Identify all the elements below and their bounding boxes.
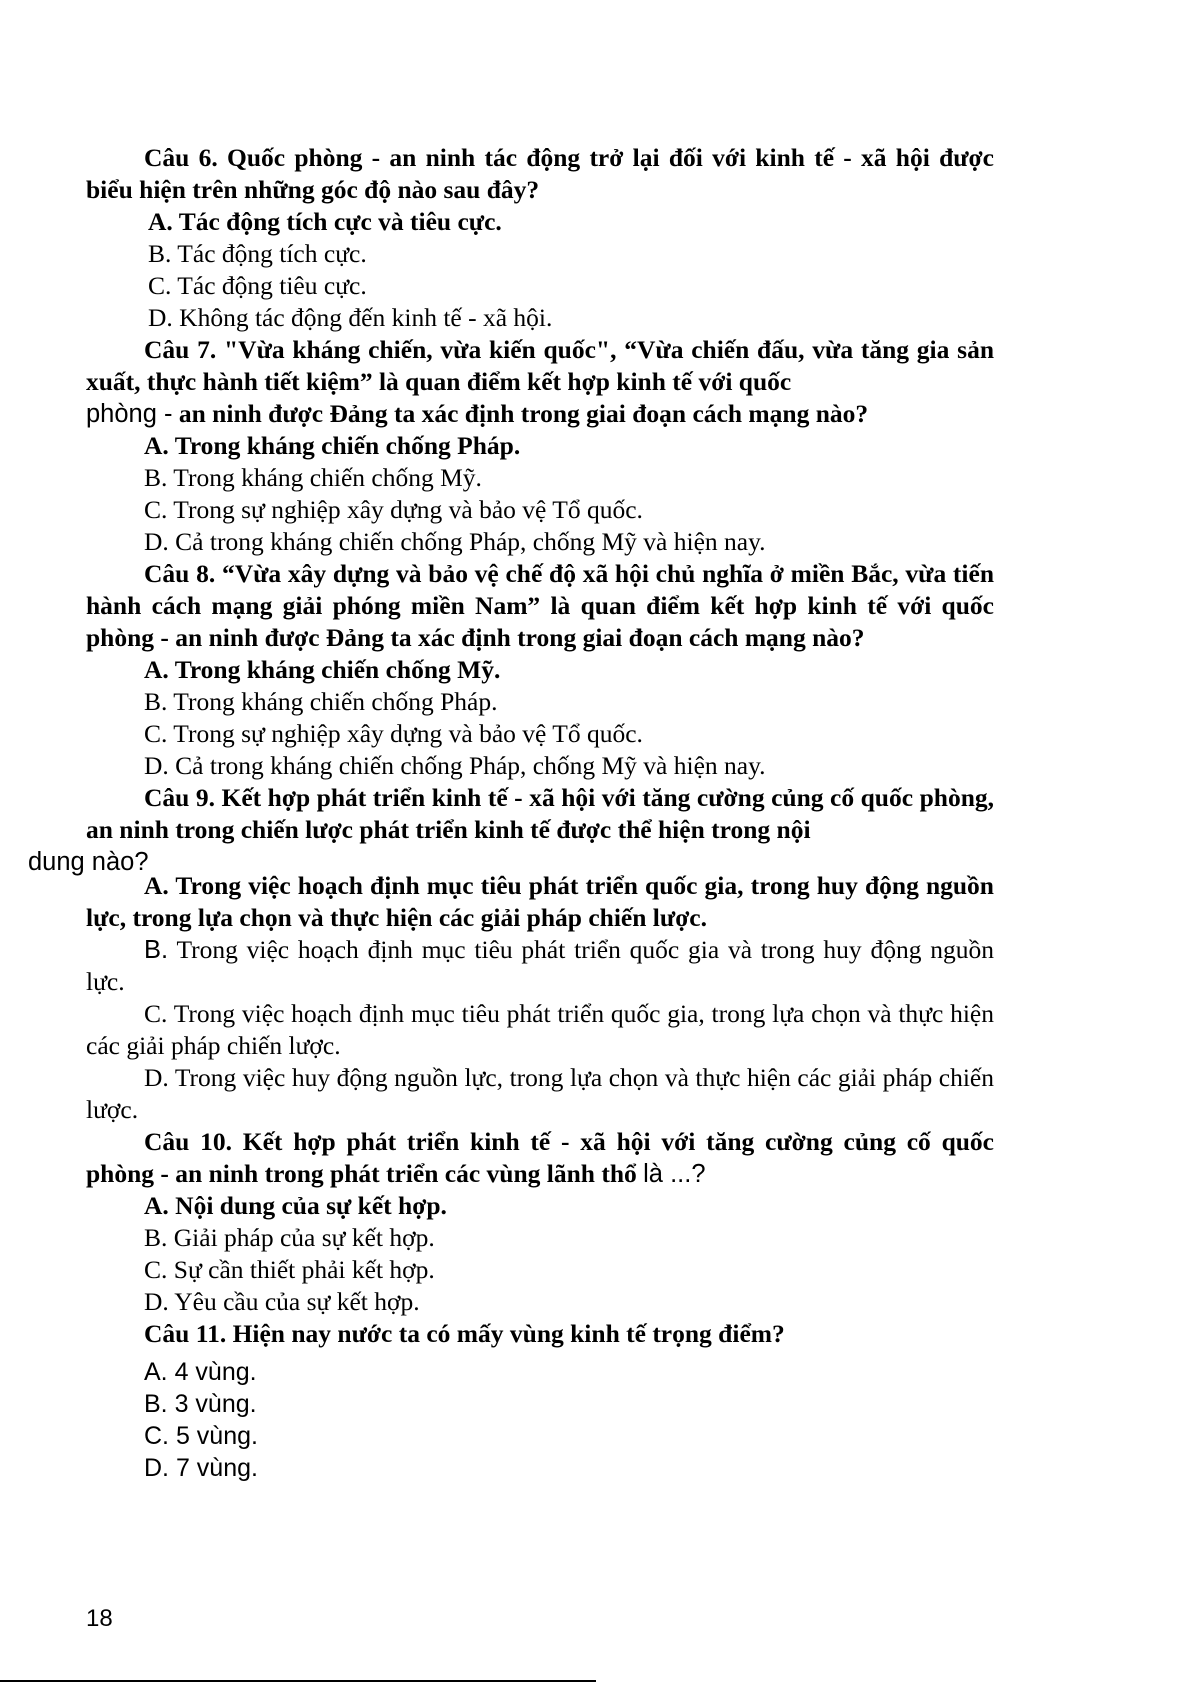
question-10-option-c: C. Sự cần thiết phải kết hợp. [144,1255,435,1284]
question-8-stem: Câu 8. “Vừa xây dựng và bảo vệ chế độ xã hội chủ nghĩa ở miền Bắc, vừa tiến hành cách mạng giải phóng miền Nam” là quan điểm kết hợp kinh tế với quốc phòng - an ninh được Đảng ta xác định trong giai đoạn cách mạng nào? [86,559,994,652]
question-8-option-a: A. Trong kháng chiến chống Mỹ. [144,655,501,684]
question-6-stem: Câu 6. Quốc phòng - an ninh tác động trở lại đối với kinh tế - xã hội được biểu hiện trên những góc độ nào sau đây? [86,143,994,204]
question-list [28,142,994,1484]
question-11-option-c: C. 5 vùng. [144,1422,258,1450]
question-11-option-b: B. 3 vùng. [144,1390,257,1418]
question-10-option-a: A. Nội dung của sự kết hợp. [144,1191,447,1220]
question-7-option-c: C. Trong sự nghiệp xây dựng và bảo vệ Tổ quốc. [144,495,643,524]
question-6-option-a: A. Tác động tích cực và tiêu cực. [148,207,502,236]
question-8-option-d: D. Cả trong kháng chiến chống Pháp, chống Mỹ và hiện nay. [144,751,766,780]
question-9-stem: Câu 9. Kết hợp phát triển kinh tế - xã hội với tăng cường củng cố quốc phòng, an ninh trong chiến lược phát triển kinh tế được thể hiện trong nội dung nào? [28,783,994,876]
question-6-option-d: D. Không tác động đến kinh tế - xã hội. [148,303,553,332]
bottom-rule [0,1680,596,1682]
page-number: 18 [86,1605,113,1632]
question-8-option-c: C. Trong sự nghiệp xây dựng và bảo vệ Tổ quốc. [144,719,643,748]
question-6-option-c: C. Tác động tiêu cực. [148,271,367,300]
question-11-option-d: D. 7 vùng. [144,1454,258,1482]
question-10-option-b: B. Giải pháp của sự kết hợp. [144,1223,435,1252]
question-9-option-c: C. Trong việc hoạch định mục tiêu phát triển quốc gia, trong lựa chọn và thực hiện các giải pháp chiến lược. [86,999,994,1060]
question-7-option-d: D. Cả trong kháng chiến chống Pháp, chống Mỹ và hiện nay. [144,527,766,556]
question-11-stem: Câu 11. Hiện nay nước ta có mấy vùng kinh tế trọng điểm? [144,1319,785,1348]
question-10-option-d: D. Yêu cầu của sự kết hợp. [144,1287,420,1316]
question-11-option-a: A. 4 vùng. [144,1358,257,1386]
question-7-stem: Câu 7. "Vừa kháng chiến, vừa kiến quốc", “Vừa chiến đấu, vừa tăng gia sản xuất, thực hành tiết kiệm” là quan điểm kết hợp kinh tế với quốc phòng - an ninh được Đảng ta xác định trong giai đoạn cách mạng nào? [86,335,994,428]
question-7-option-b: B. Trong kháng chiến chống Mỹ. [144,463,482,492]
question-7-option-a: A. Trong kháng chiến chống Pháp. [144,431,521,460]
question-9-option-b-text: Trong việc hoạch định mục tiêu phát triển quốc gia và trong huy động nguồn lực. [86,935,994,996]
question-9-option-a: A. Trong việc hoạch định mục tiêu phát triển quốc gia, trong huy động nguồn lực, trong lựa chọn và thực hiện các giải pháp chiến lược. [86,871,994,932]
question-9-option-b [86,934,994,998]
question-6-option-b: B. Tác động tích cực. [148,239,367,268]
question-9-option-d: D. Trong việc huy động nguồn lực, trong lựa chọn và thực hiện các giải pháp chiến lược. [86,1063,994,1124]
question-10-stem: Câu 10. Kết hợp phát triển kinh tế - xã hội với tăng cường củng cố quốc phòng - an ninh trong phát triển các vùng lãnh thổ là ...? [86,1127,994,1188]
question-9-option-b-letter: B. [144,936,169,964]
question-8-option-b: B. Trong kháng chiến chống Pháp. [144,687,498,716]
